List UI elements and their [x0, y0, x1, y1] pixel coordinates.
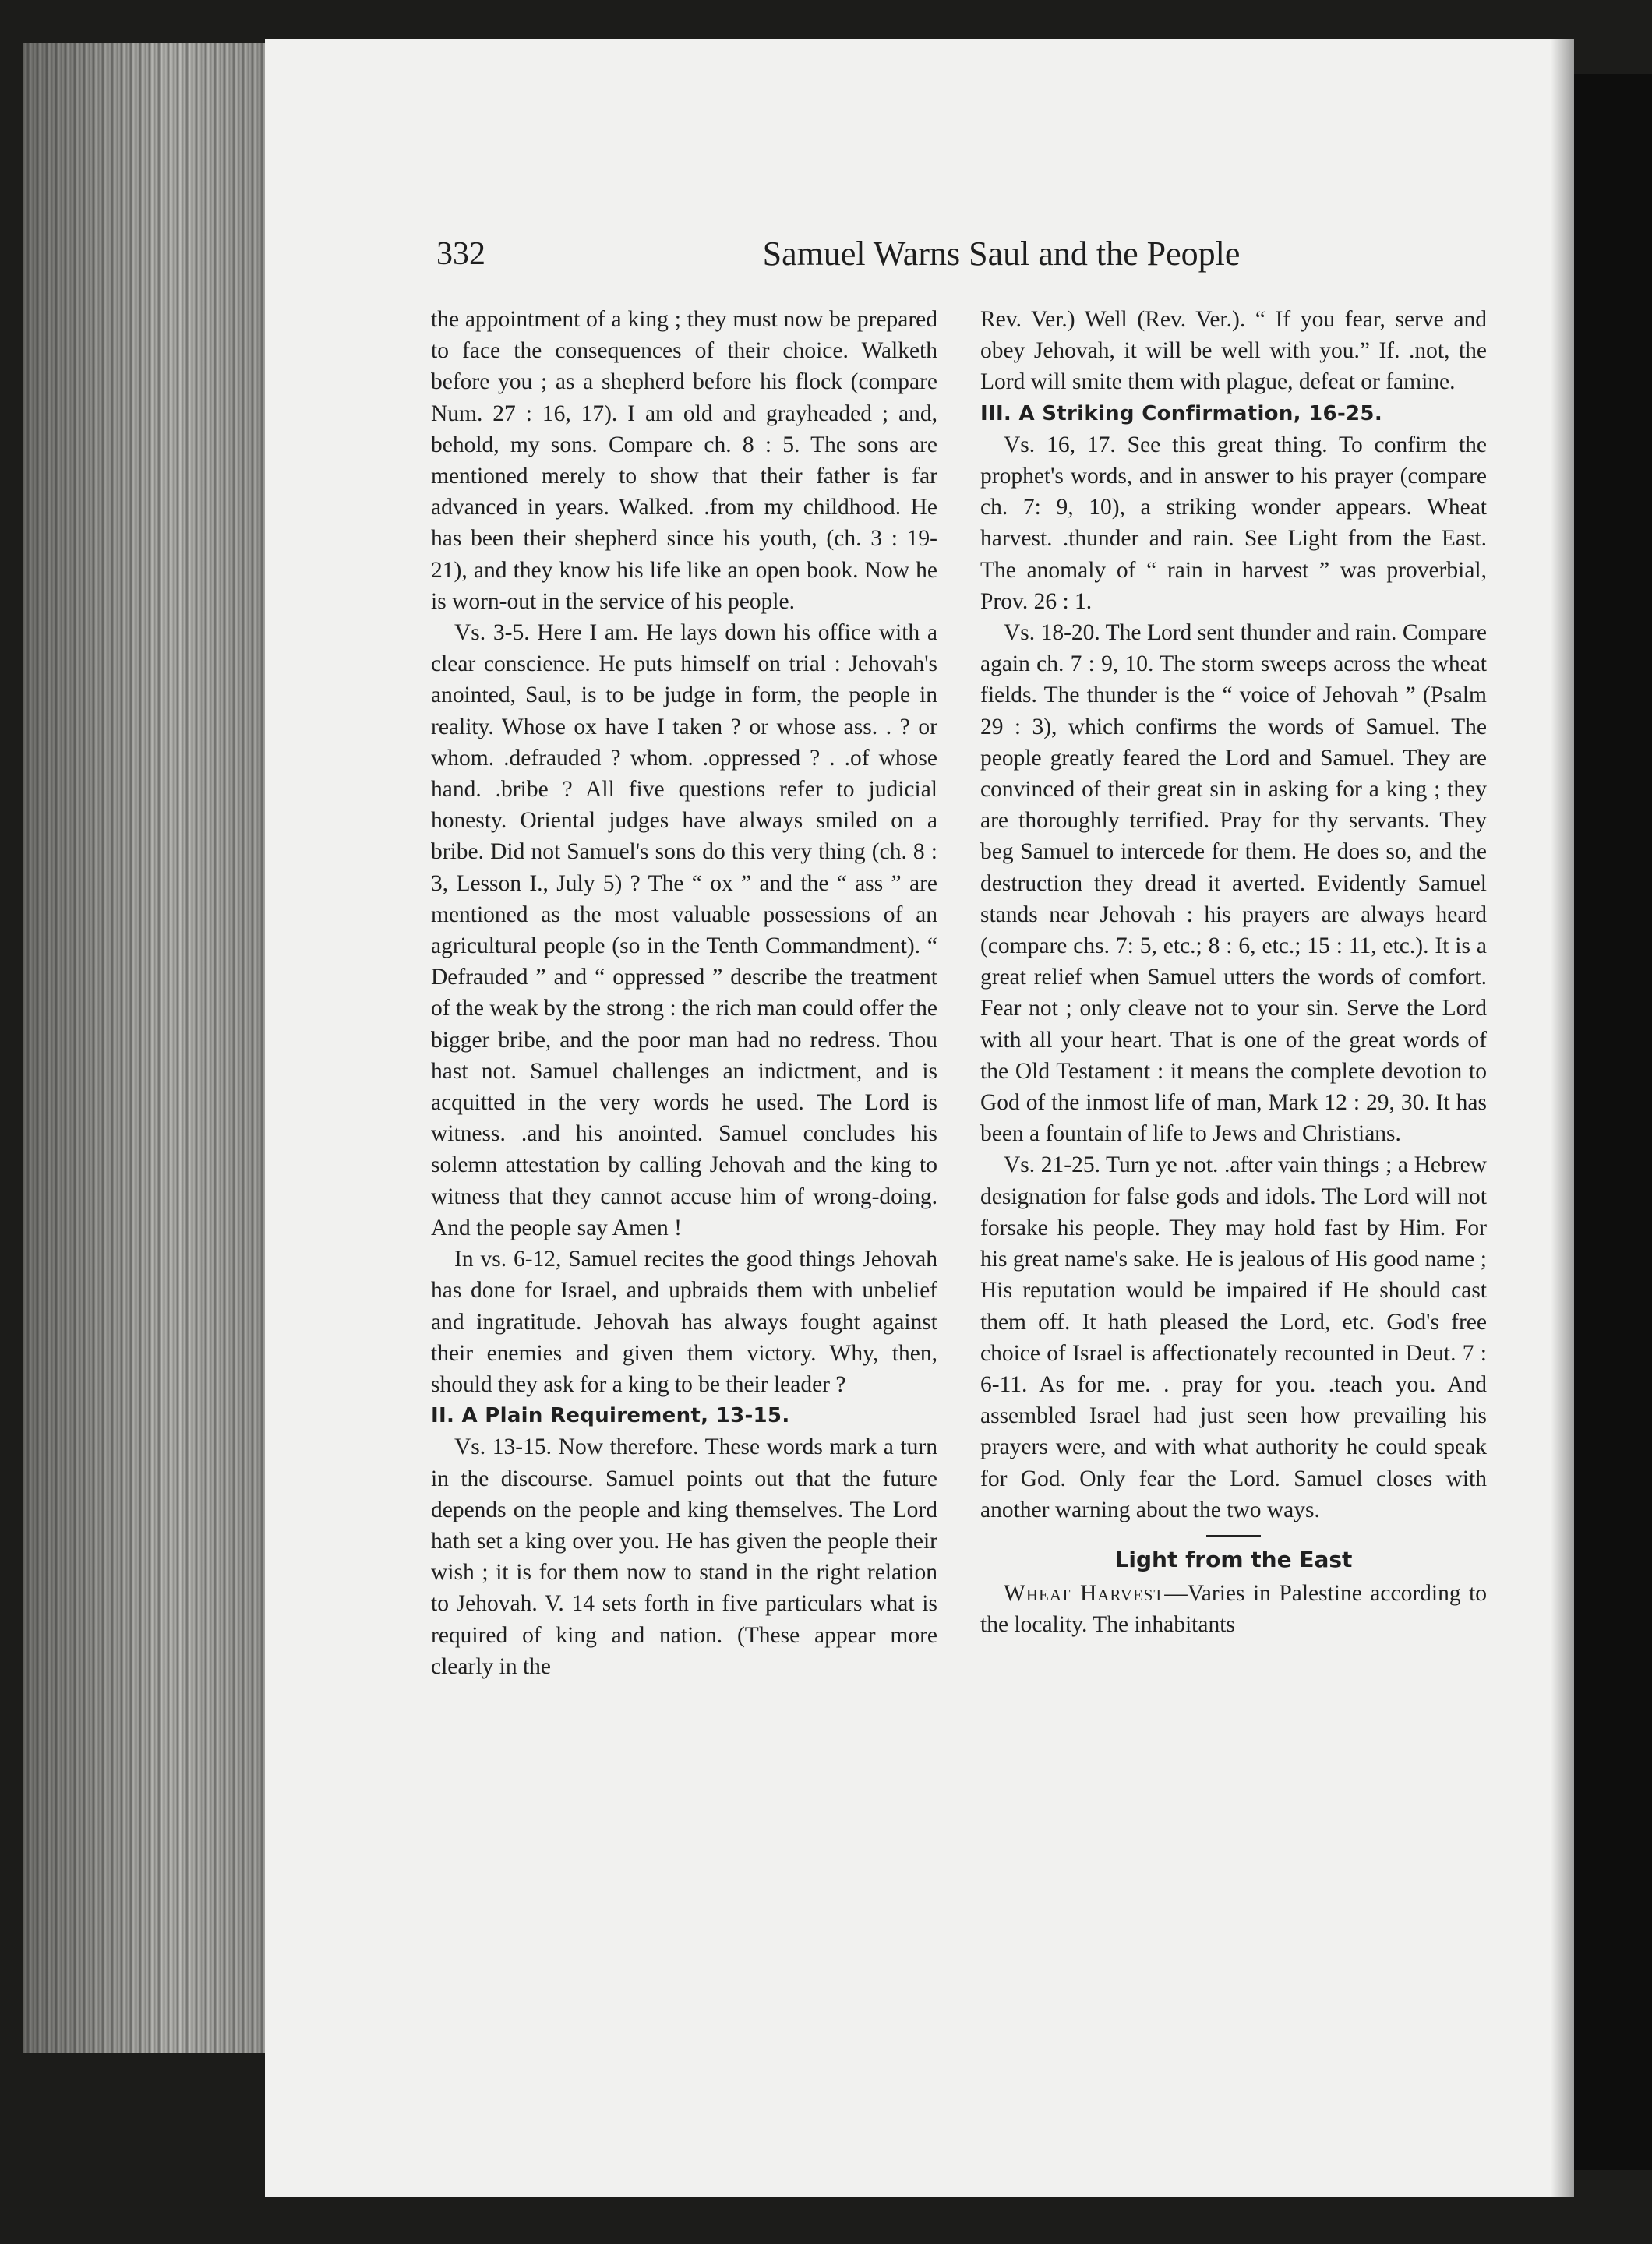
- page-edges-shadow: [23, 43, 273, 2053]
- paragraph: Vs. 16, 17. See this great thing. To confirm the prophet's words, and in answer to his prayer (compare ch. 7: 9, 10), a striking wonder appears. Wheat harvest. .thunder and rain. See Light from the East. The anomaly of “ rain in harvest ” was proverbial, Prov. 26 : 1.: [980, 432, 1487, 614]
- paragraph: Vs. 18-20. The Lord sent thunder and rain. Compare again ch. 7 : 9, 10. The storm sweeps across the wheat fields. The thunder is the “ voice of Jehovah ” (Psalm 29 : 3), which confirms the words of Samuel. The people greatly feared the Lord and Samuel. They are convinced of their great sin in asking for a king ; they are thoroughly terrified. Pray for thy servants. They beg Samuel to intercede for them. He does so, and the destruction they dread it averted. Evidently Samuel stands near Jehovah : his prayers are always heard (compare chs. 7: 5, etc.; 8 : 6, etc.; 15 : 11, etc.). It is a great relief when Samuel utters the words of comfort. Fear not ; only cleave not to your sin. Serve the Lord with all your heart. That is one of the great words of the Old Testament : it means the complete devotion to God of the inmost life of man, Mark 12 : 29, 30. It has been a fountain of life to Jews and Christians.: [980, 620, 1487, 1147]
- section-heading: II. A Plain Requirement, 13-15.: [431, 1404, 790, 1428]
- section-heading: III. A Striking Confirmation, 16-25.: [980, 401, 1382, 425]
- running-title: Samuel Warns Saul and the People: [762, 235, 1241, 273]
- page-gutter-shadow: [1551, 39, 1574, 2197]
- paragraph: Vs. 13-15. Now therefore. These words mark a turn in the discourse. Samuel points out that the future depends on the people and king themselves. The Lord hath set a king over you. He has given the people their wish ; it is for them now to stand in the right relation to Jehovah. V. 14 sets forth in five particulars what is required of king and nation. (These appear more clearly in the: [431, 1434, 937, 1679]
- paragraph: Vs. 3-5. Here I am. He lays down his office with a clear conscience. He puts himself on trial : Jehovah's anointed, Saul, is to be judge in form, the people in reality. Whose ox have I taken ? or whose ass. . ? or whom. .defrauded ? whom. .oppressed ? . .of whose hand. .bribe ? All five questions refer to judicial honesty. Oriental judges have always smiled on a bribe. Did not Samuel's sons do this very thing (ch. 8 : 3, Lesson I., July 5) ? The “ ox ” and the “ ass ” are mentioned as the most valuable possessions of an agricultural people (so in the Tenth Commandment). “ Defrauded ” and “ oppressed ” describe the treatment of the weak by the strong : the rich man could offer the bigger bribe, and the poor man had no redress. Thou hast not. Samuel challenges an indictment, and is acquitted in the very words he used. The Lord is witness. .and his anointed. Samuel concludes his solemn attestation by calling Jehovah and the king to witness that they cannot accuse him of wrong-doing. And the people say Amen !: [431, 620, 937, 1240]
- light-from-east-paragraph: [980, 1578, 1487, 1640]
- paragraph: In vs. 6-12, Samuel recites the good things Jehovah has done for Israel, and upbraids them with unbelief and ingratitude. Jehovah has always fought against their enemies and given them victory. Why, then, should they ask for a king to be their leader ?: [431, 1247, 937, 1397]
- light-from-east-heading: Light from the East: [1114, 1546, 1353, 1572]
- wheat-harvest-lead: Wheat Harvest: [1004, 1580, 1165, 1606]
- paragraph: Vs. 21-25. Turn ye not. .after vain things ; a Hebrew designation for false gods and idols. The Lord will not forsake his people. They may hold fast by Him. For his great name's sake. He is jealous of His good name ; His reputation would be impaired if He should cast them off. It hath pleased the Lord, etc. God's free choice of Israel is affectionately recounted in Deut. 7 : 6-11. As for me. . pray for you. .teach you. And assembled Israel had just seen how prevailing his prayers were, and with what authority he could speak for God. Only fear the Lord. Samuel closes with another warning about the two ways.: [980, 1152, 1487, 1522]
- left-column: [431, 304, 937, 1682]
- page-header: [436, 234, 1488, 280]
- page-number: 332: [436, 236, 485, 272]
- facing-page-dark-edge: [1574, 74, 1652, 2170]
- right-column: [980, 304, 1487, 1640]
- paragraph: Rev. Ver.) Well (Rev. Ver.). “ If you fear, serve and obey Jehovah, it will be well with you.” If. .not, the Lord will smite them with plague, defeat or famine.: [980, 307, 1487, 395]
- section-divider: [1206, 1535, 1261, 1537]
- paragraph: the appointment of a king ; they must now be prepared to face the consequences of their choice. Walketh before you ; as a shepherd before his flock (compare Num. 27 : 16, 17). I am old and grayheaded ; and, behold, my sons. Compare ch. 8 : 5. The sons are mentioned merely to show that their father is far advanced in years. Walked. .from my childhood. He has been their shepherd since his youth, (ch. 3 : 19-21), and they know his life like an open book. Now he is worn-out in the service of his people.: [431, 307, 937, 614]
- light-from-east-text: —Varies in Palestine according to the locality. The inhabitants: [980, 1580, 1488, 1638]
